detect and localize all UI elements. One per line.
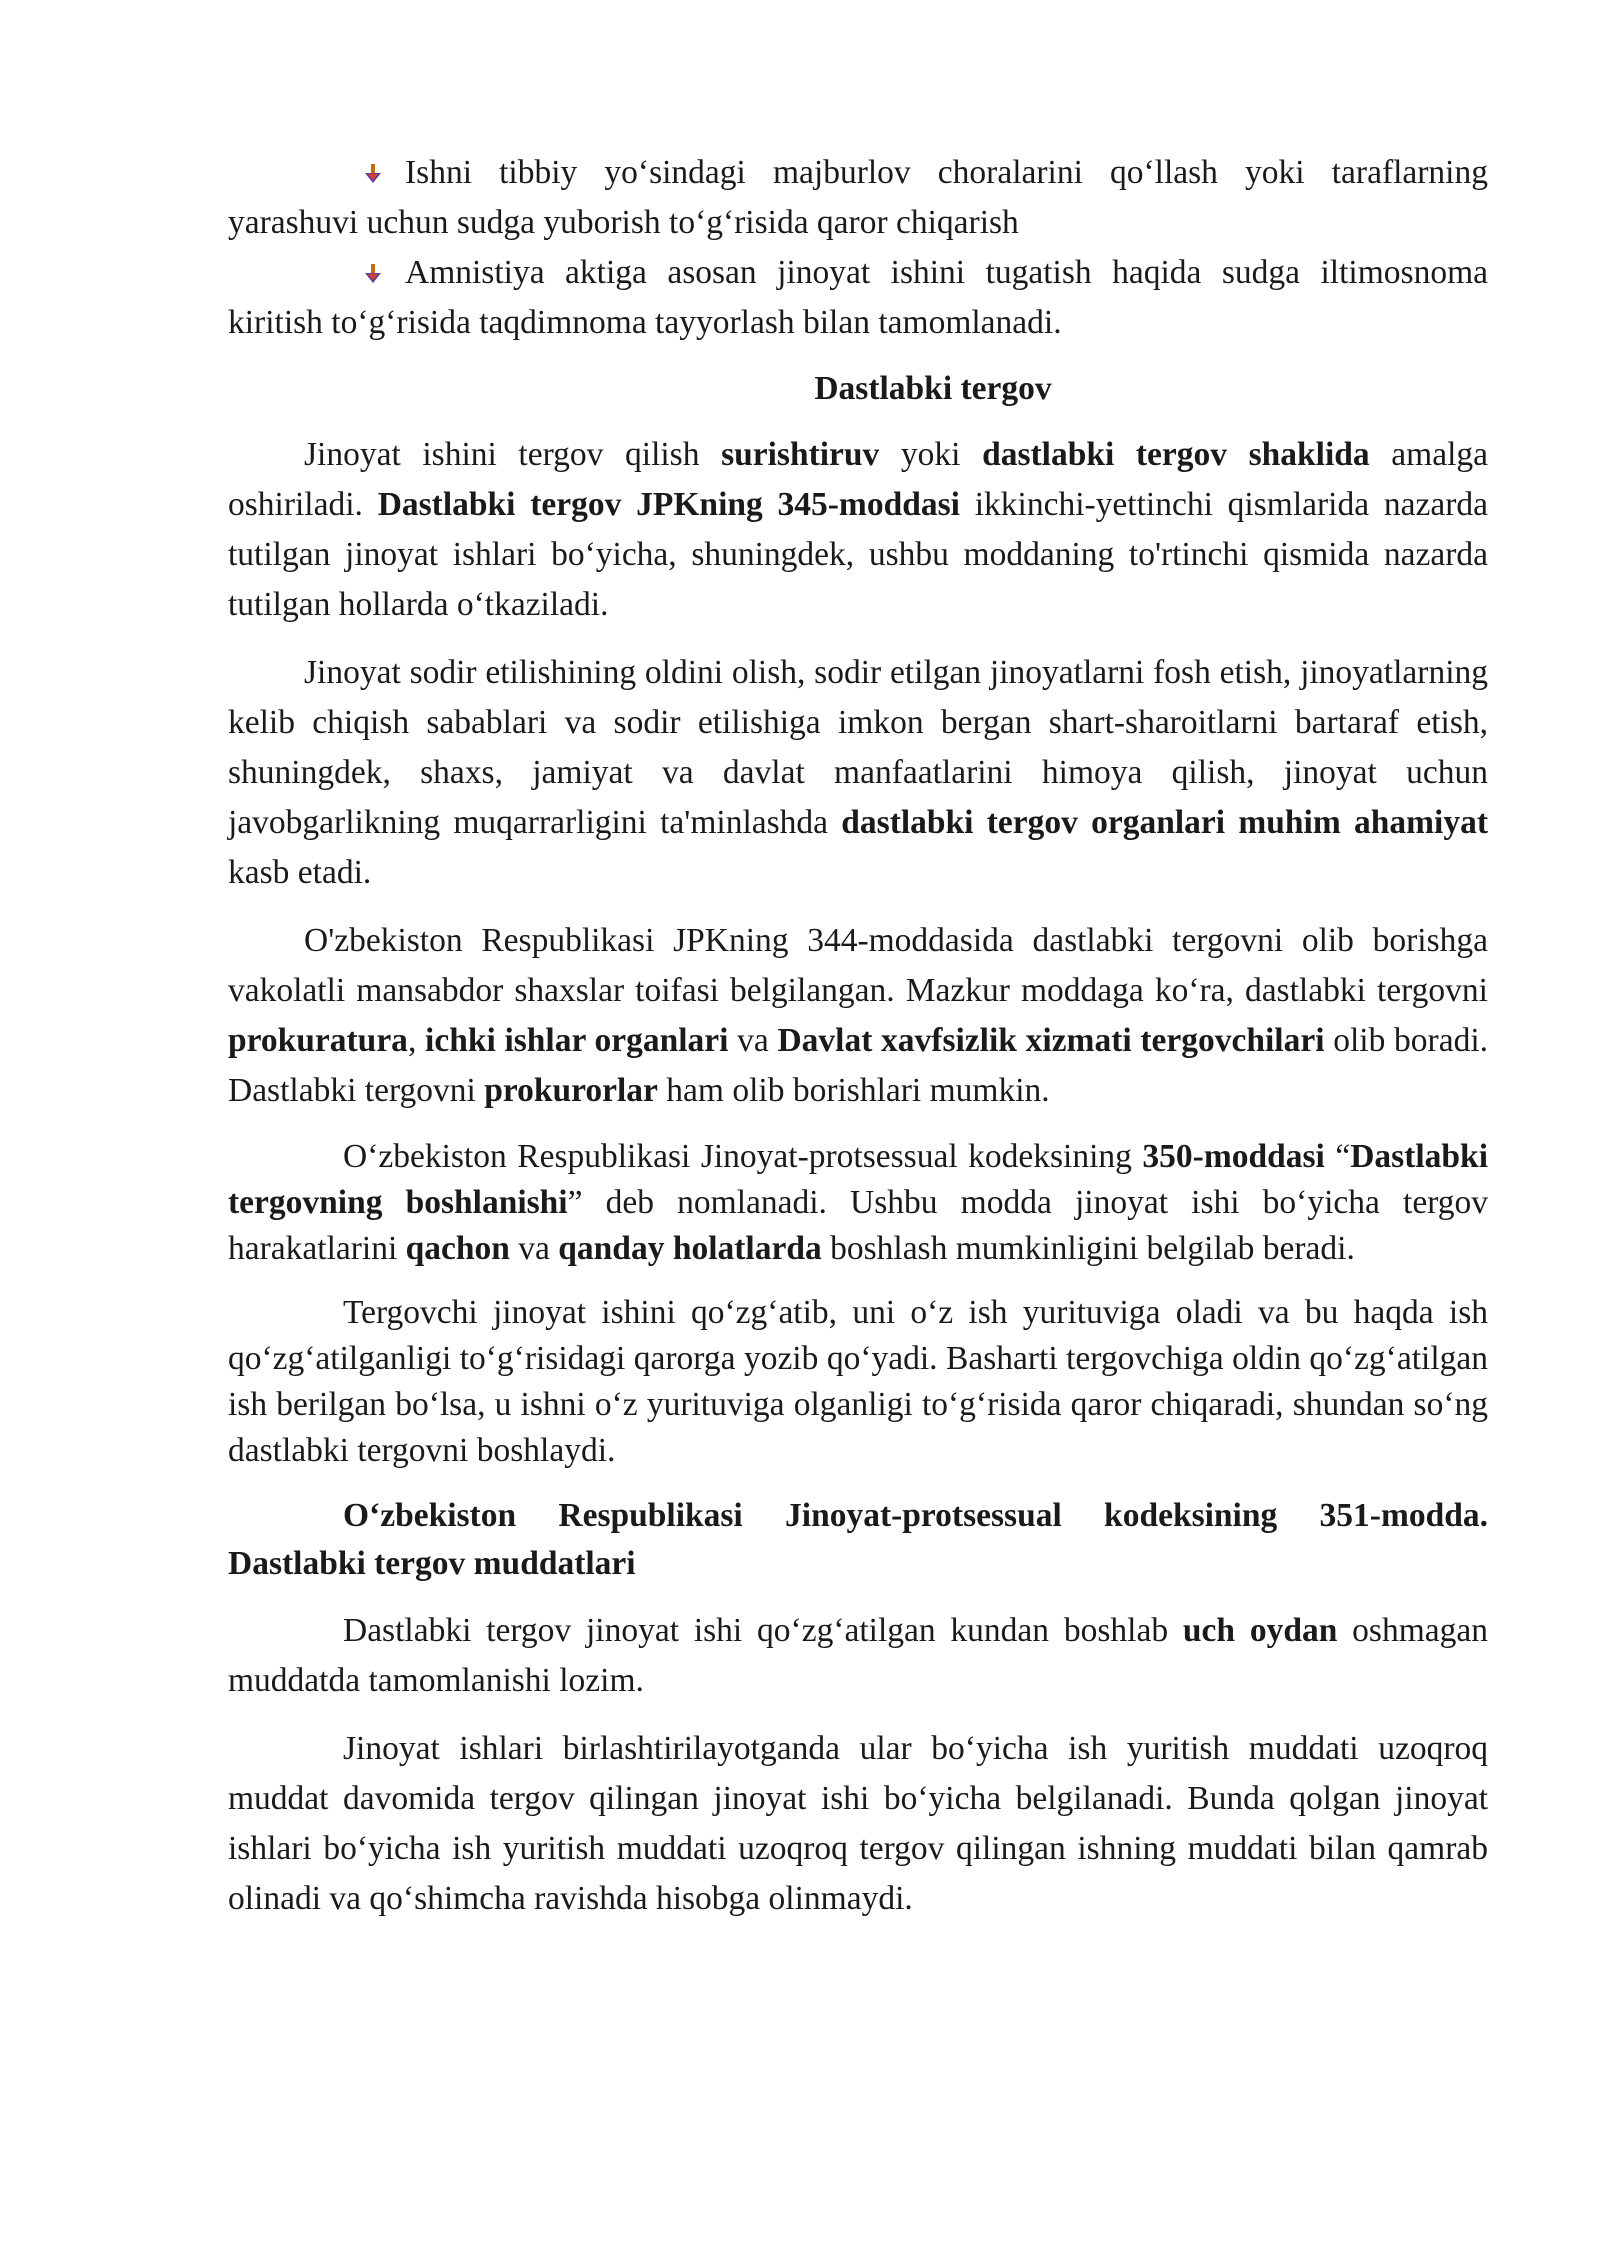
text: olib boradi. Dastlabki tergovni bbox=[228, 1022, 1489, 1109]
section-heading: Dastlabki tergov bbox=[814, 370, 1052, 407]
text: O'zbekiston Respublikasi JPKning 344-moddasida dastlabki tergovni olib borishga vakolatli mansabdor shaxslar toifasi belgilangan. Mazkur moddaga ko‘ra, dastlabki tergovni bbox=[228, 922, 1488, 1009]
text: boshlash mumkinligini belgilab beradi. bbox=[821, 1230, 1355, 1267]
bullet-item-1 bbox=[228, 148, 1488, 248]
text: ikkinchi-yettinchi qismlarida nazarda tutilgan jinoyat ishlari bo‘yicha, shuningdek, ushbu moddaning to'rtinchi qismida nazarda tutilgan hollarda o‘tkaziladi. bbox=[228, 486, 1488, 623]
paragraph-8: Jinoyat ishlari birlashtirilayotganda ular bo‘yicha ish yuritish muddati uzoqroq muddat davomida tergov qilingan jinoyat ishi bo‘yicha belgilanadi. Bunda qolgan jinoyat ishlari bo‘yicha ish yuritish muddati uzoqroq tergov qilingan ishning muddati bilan qamrab olinadi va qo‘shimcha ravishda hisobga olinmaydi. bbox=[228, 1730, 1488, 1917]
arrow-down-bullet-icon bbox=[363, 163, 383, 185]
bold-text: prokurorlar bbox=[484, 1072, 658, 1109]
bold-text: Dastlabki tergovning boshlanishi bbox=[228, 1138, 1488, 1221]
text: Dastlabki tergov jinoyat ishi qo‘zg‘atilgan kundan boshlab bbox=[343, 1612, 1183, 1649]
bold-text: surishtiruv bbox=[721, 436, 880, 473]
text: O‘zbekiston Respublikasi Jinoyat-protsessual kodeksining bbox=[343, 1138, 1143, 1175]
bold-text: Davlat xavfsizlik xizmati tergovchilari bbox=[777, 1022, 1325, 1059]
text: amalga oshiriladi. bbox=[228, 436, 1488, 523]
bold-text: Dastlabki tergov JPKning 345-moddasi bbox=[377, 486, 960, 523]
bold-text: ichki ishlar organlari bbox=[425, 1022, 729, 1059]
paragraph-2 bbox=[228, 648, 1488, 898]
text: yoki bbox=[879, 436, 983, 473]
text: va bbox=[509, 1230, 559, 1267]
paragraph-7 bbox=[228, 1606, 1488, 1706]
text: Jinoyat sodir etilishining oldini olish, sodir etilgan jinoyatlarni fosh etish, jinoyatlarning kelib chiqish sabablari va sodir etilishiga imkon bergan shart-sharoitlarni bartaraf etish, shuningdek, shaxs, jamiyat va davlat manfaatlarini himoya qilish, jinoyat uchun javobgarlikning muqarrarligini ta'minlashda bbox=[228, 654, 1488, 841]
arrow-down-bullet-icon bbox=[363, 263, 383, 285]
text: ham olib borishlari mumkin. bbox=[657, 1072, 1050, 1109]
text: oshmagan muddatda tamomlanishi lozim. bbox=[228, 1612, 1488, 1699]
bullet-item-2 bbox=[228, 248, 1488, 348]
bold-text: dastlabki tergov organlari muhim ahamiyat bbox=[841, 804, 1488, 841]
bold-text: uch oydan bbox=[1182, 1612, 1338, 1649]
bold-text: qachon bbox=[405, 1230, 510, 1267]
text: , bbox=[407, 1022, 426, 1059]
paragraph-5: Tergovchi jinoyat ishini qo‘zg‘atib, uni o‘z ish yurituviga oladi va bu haqda ish qo‘zg‘atilganligi to‘g‘risidagi qarorga yozib qo‘yadi. Basharti tergovchiga oldin qo‘zg‘atilgan ish berilgan bo‘lsa, u ishni o‘z yurituviga olganligi to‘g‘risida qaror chiqaradi, shundan so‘ng dastlabki tergovni boshlaydi. bbox=[228, 1294, 1488, 1469]
text: va bbox=[728, 1022, 778, 1059]
bullet-text: Amnistiya aktiga asosan jinoyat ishini tugatish haqida sudga iltimosnoma kiritish to‘g‘risida taqdimnoma tayyorlash bilan tamomlanadi. bbox=[228, 254, 1488, 341]
bold-text: dastlabki tergov shaklida bbox=[982, 436, 1370, 473]
bold-text: qanday holatlarda bbox=[558, 1230, 822, 1267]
text: Jinoyat ishini tergov qilish bbox=[304, 436, 722, 473]
text: “ bbox=[1324, 1138, 1351, 1175]
text: ” deb nomlanadi. Ushbu modda jinoyat ishi bo‘yicha tergov harakatlarini bbox=[228, 1184, 1488, 1267]
paragraph-4 bbox=[228, 1134, 1488, 1272]
bold-text: prokuratura bbox=[228, 1022, 408, 1059]
bold-text: 350-moddasi bbox=[1142, 1138, 1325, 1175]
paragraph-1 bbox=[228, 430, 1488, 630]
paragraph-3 bbox=[228, 916, 1488, 1116]
bullet-text: Ishni tibbiy yo‘sindagi majburlov choralarini qo‘llash yoki taraflarning yarashuvi uchun sudga yuborish to‘g‘risida qaror chiqarish bbox=[228, 154, 1488, 241]
subheading-paragraph: O‘zbekiston Respublikasi Jinoyat-protsessual kodeksining 351-modda. Dastlabki tergov muddatlari bbox=[228, 1497, 1488, 1582]
text: kasb etadi. bbox=[228, 854, 372, 891]
